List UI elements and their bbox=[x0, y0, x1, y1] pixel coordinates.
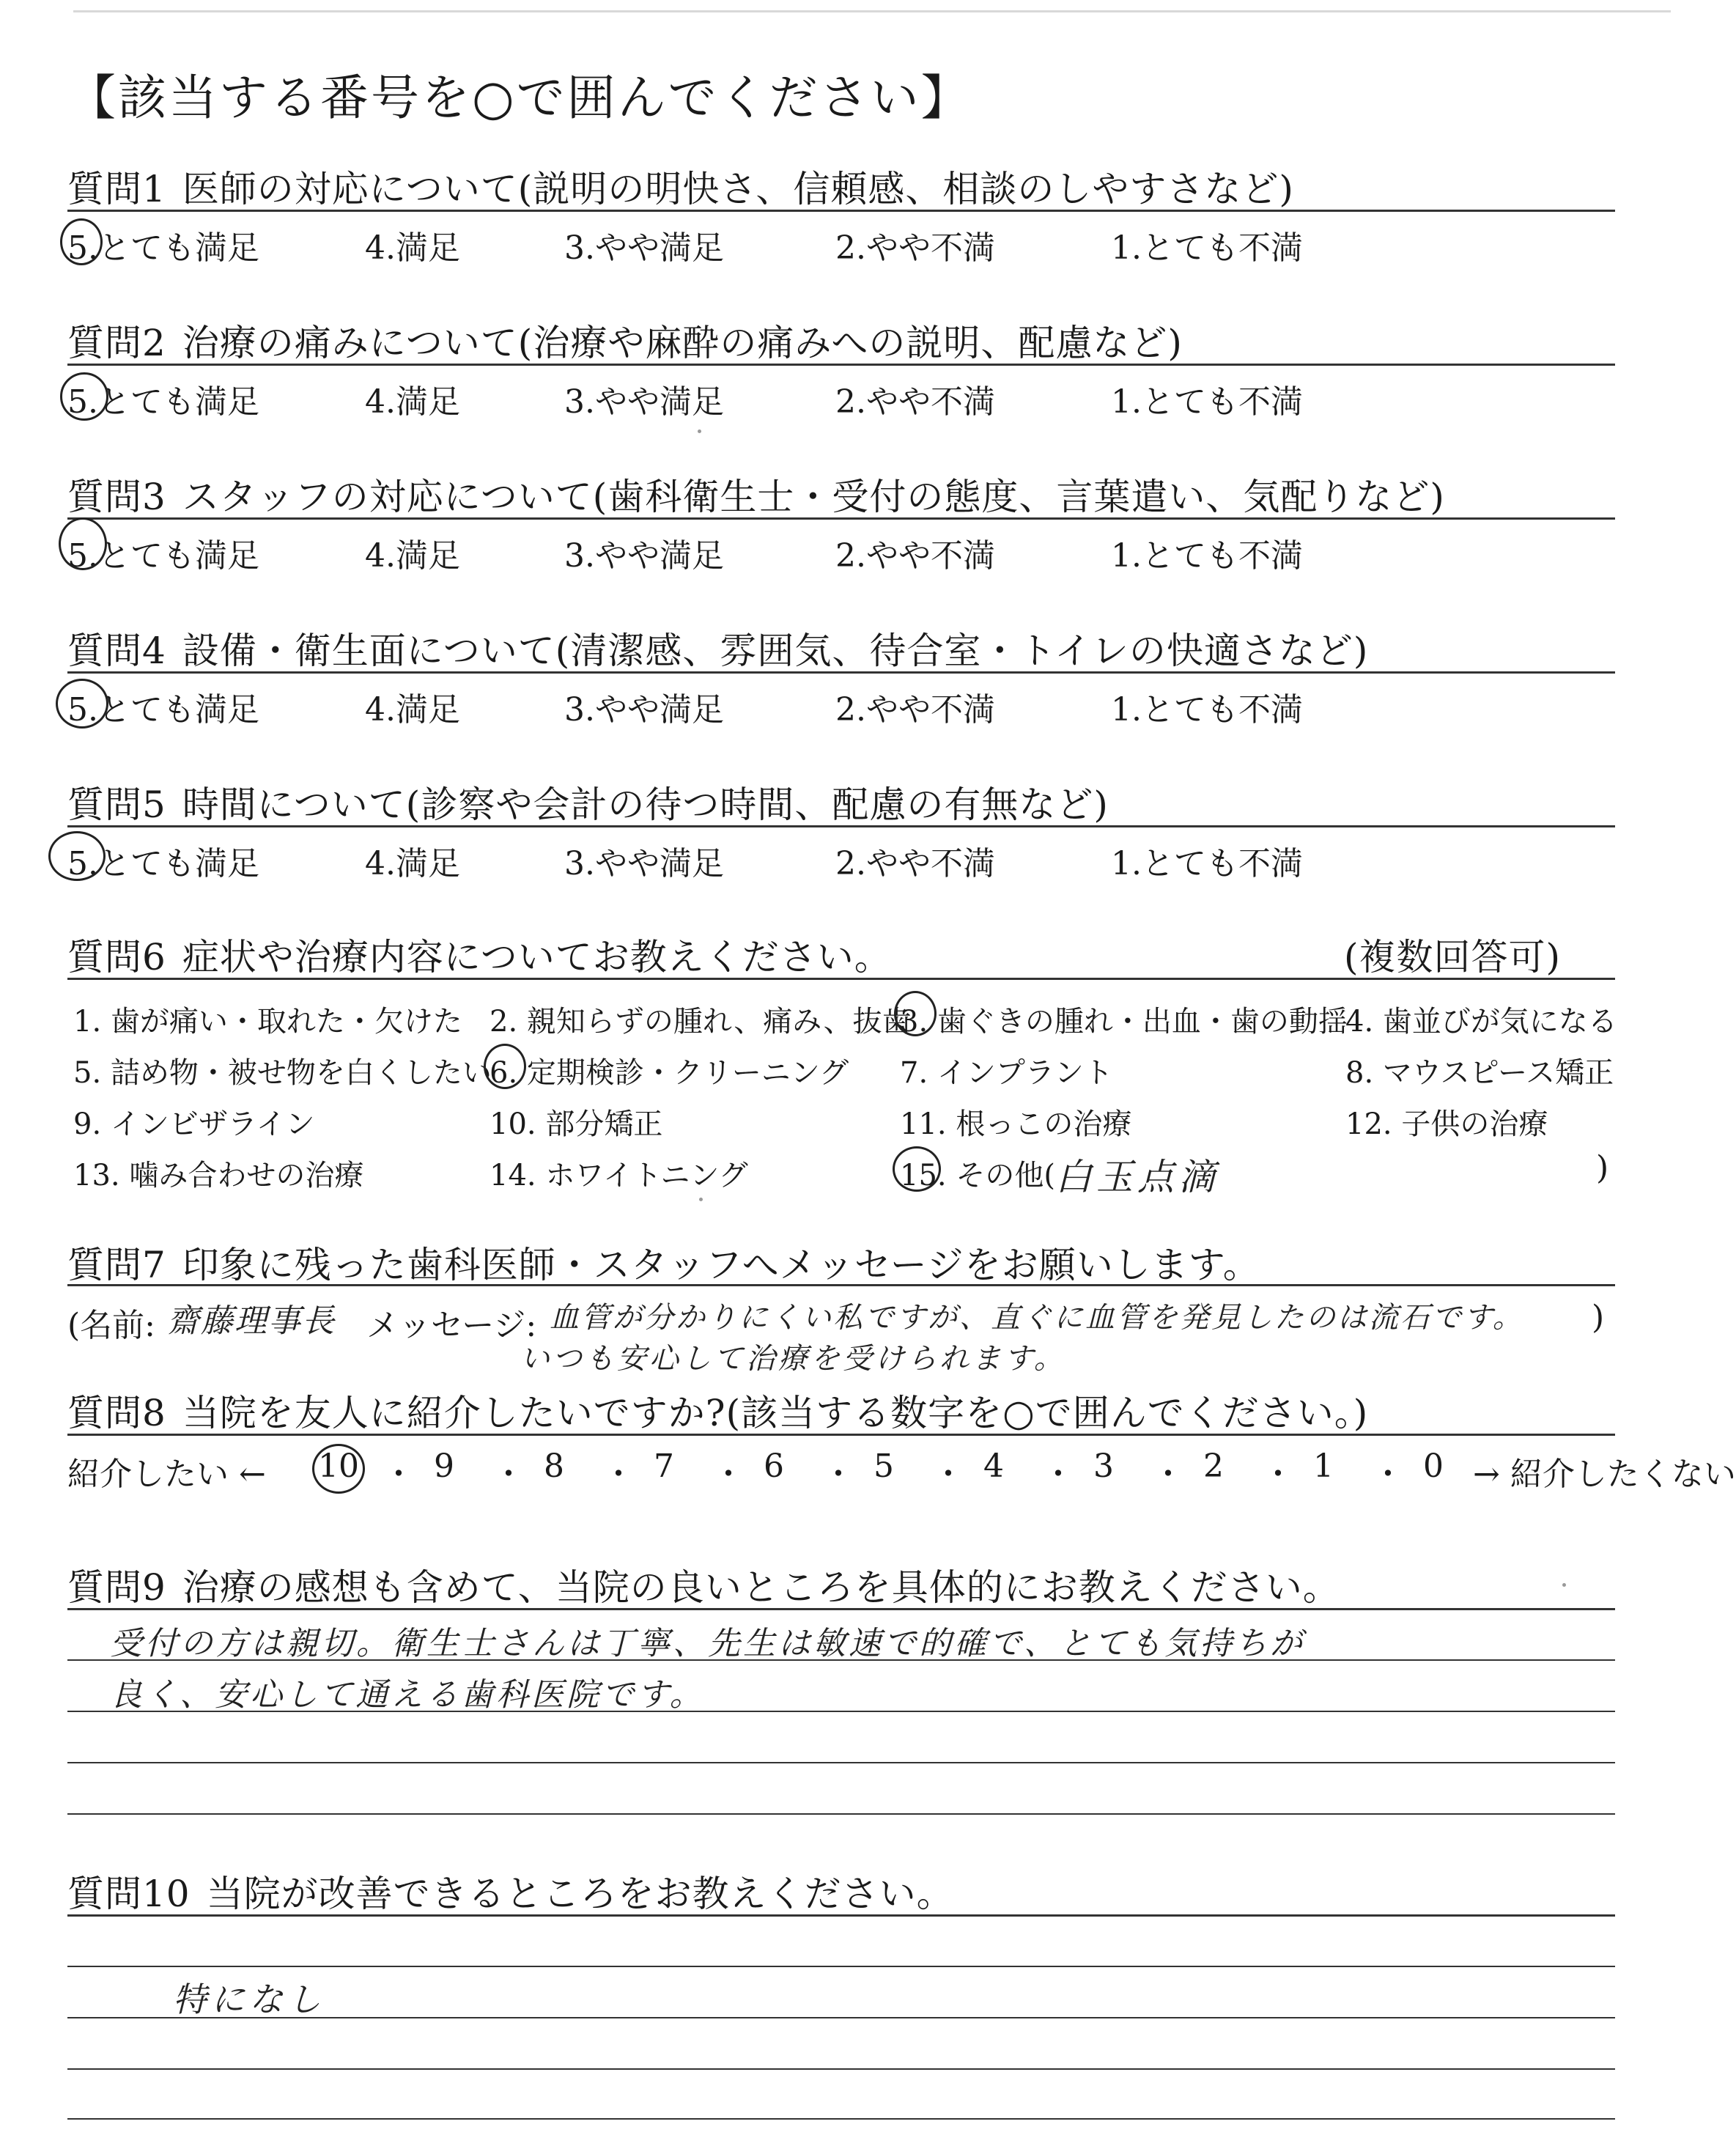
question-text: 時間について(診察や会計の待つ時間、配慮の有無など) bbox=[182, 783, 1109, 826]
question-6 bbox=[67, 928, 1615, 981]
answer-line bbox=[67, 1711, 1615, 1712]
question-number: 質問2 bbox=[67, 322, 166, 364]
symptom-option-14[interactable]: 14. ホワイトニング bbox=[490, 1159, 748, 1192]
other-answer-handwriting: 白玉点滴 bbox=[1055, 1156, 1219, 1198]
name-label: (名前: bbox=[67, 1307, 155, 1344]
scale-value-5[interactable]: 5 bbox=[873, 1448, 894, 1485]
answer-circle bbox=[60, 218, 103, 265]
option-3[interactable]: 3.やや満足 bbox=[564, 537, 724, 575]
option-1[interactable]: 1.とても不満 bbox=[1111, 229, 1303, 267]
divider bbox=[67, 364, 1615, 366]
question-number: 質問10 bbox=[67, 1873, 191, 1915]
scale-value-1[interactable]: 1 bbox=[1313, 1448, 1334, 1485]
name-handwriting: 齋藤理事長 bbox=[167, 1302, 336, 1340]
symptom-option-6[interactable]: 6. 定期検診・クリーニング bbox=[490, 1056, 849, 1090]
question-5 bbox=[67, 775, 1109, 828]
option-5[interactable]: 5.とても満足 bbox=[67, 691, 259, 729]
answer-circle bbox=[60, 372, 108, 421]
answer-circle bbox=[59, 517, 107, 570]
answer-circle bbox=[894, 991, 937, 1036]
form-header: 【該当する番号を○で囲んでください】 bbox=[67, 70, 972, 126]
question-text: 治療の感想も含めて、当院の良いところを具体的にお教えください。 bbox=[182, 1566, 1340, 1609]
option-4[interactable]: 4.満足 bbox=[365, 845, 460, 882]
option-4[interactable]: 4.満足 bbox=[365, 383, 460, 421]
multiple-answers-note: (複数回答可) bbox=[1344, 936, 1562, 978]
scale-value-8[interactable]: 8 bbox=[544, 1448, 564, 1485]
option-1[interactable]: 1.とても不満 bbox=[1111, 537, 1303, 575]
question-number: 質問7 bbox=[67, 1244, 166, 1286]
scale-value-3[interactable]: 3 bbox=[1093, 1448, 1114, 1485]
symptom-option-5[interactable]: 5. 詰め物・被せ物を白くしたい bbox=[73, 1056, 492, 1090]
option-4[interactable]: 4.満足 bbox=[365, 691, 460, 729]
scan-speck bbox=[699, 1198, 703, 1201]
question-text: 設備・衛生面について(清潔感、雰囲気、待合室・トイレの快適さなど) bbox=[182, 630, 1369, 672]
question-text: 印象に残った歯科医師・スタッフへメッセージをお願いします。 bbox=[182, 1244, 1260, 1286]
option-3[interactable]: 3.やや満足 bbox=[564, 845, 724, 882]
scale-dot: ・ bbox=[1042, 1456, 1074, 1493]
scale-dot: ・ bbox=[383, 1456, 415, 1493]
question-4 bbox=[67, 622, 1368, 674]
scale-dot: ・ bbox=[602, 1456, 635, 1493]
scale-dot: ・ bbox=[1262, 1456, 1294, 1493]
scale-right-label: → 紹介したくない bbox=[1473, 1456, 1736, 1493]
option-5[interactable]: 5.とても満足 bbox=[67, 229, 259, 267]
message-handwriting-line2: いつも安心して治療を受けられます。 bbox=[520, 1342, 1066, 1376]
divider bbox=[67, 210, 1615, 212]
scale-value-9[interactable]: 9 bbox=[434, 1448, 454, 1485]
scale-value-0[interactable]: 0 bbox=[1423, 1448, 1444, 1485]
divider bbox=[67, 978, 1615, 980]
question-number: 質問4 bbox=[67, 630, 166, 672]
option-5[interactable]: 5.とても満足 bbox=[67, 537, 259, 575]
symptom-option-4[interactable]: 4. 歯並びが気になる bbox=[1345, 1005, 1617, 1039]
scale-dot: ・ bbox=[1372, 1456, 1404, 1493]
scale-value-2[interactable]: 2 bbox=[1203, 1448, 1224, 1485]
divider bbox=[67, 1914, 1615, 1917]
symptom-option-12[interactable]: 12. 子供の治療 bbox=[1345, 1107, 1548, 1141]
scale-dot: ・ bbox=[822, 1456, 854, 1493]
symptom-option-10[interactable]: 10. 部分矯正 bbox=[490, 1107, 663, 1141]
question-1 bbox=[67, 160, 1294, 213]
option-1[interactable]: 1.とても不満 bbox=[1111, 383, 1303, 421]
option-5[interactable]: 5.とても満足 bbox=[67, 383, 259, 421]
answer-handwriting: 特になし bbox=[173, 1980, 325, 2019]
question-number: 質問8 bbox=[67, 1392, 166, 1434]
symptom-option-7[interactable]: 7. インプラント bbox=[900, 1056, 1113, 1090]
option-2[interactable]: 2.やや不満 bbox=[835, 845, 995, 882]
question-3 bbox=[67, 468, 1445, 520]
message-handwriting-line1: 血管が分かりにくい私ですが、直ぐに血管を発見したのは流石です。 bbox=[550, 1301, 1524, 1335]
question-10 bbox=[67, 1865, 954, 1917]
answer-circle bbox=[48, 831, 106, 881]
option-2[interactable]: 2.やや不満 bbox=[835, 691, 995, 729]
option-2[interactable]: 2.やや不満 bbox=[835, 229, 995, 267]
answer-line bbox=[67, 1966, 1615, 1967]
option-1[interactable]: 1.とても不満 bbox=[1111, 691, 1303, 729]
question-number: 質問6 bbox=[67, 936, 166, 978]
question-2 bbox=[67, 314, 1183, 366]
symptom-option-3[interactable]: 3. 歯ぐきの腫れ・出血・歯の動揺 bbox=[900, 1005, 1348, 1039]
symptom-option-2[interactable]: 2. 親知らずの腫れ、痛み、抜歯 bbox=[490, 1005, 912, 1039]
question-text: 医師の対応について(説明の明快さ、信頼感、相談のしやすさなど) bbox=[182, 168, 1294, 210]
scale-dot: ・ bbox=[492, 1456, 525, 1493]
scale-dot: ・ bbox=[712, 1456, 745, 1493]
symptom-option-13[interactable]: 13. 噛み合わせの治療 bbox=[73, 1159, 364, 1192]
question-text: 当院が改善できるところをお教えください。 bbox=[206, 1873, 954, 1915]
answer-line bbox=[67, 1659, 1615, 1661]
answer-circle bbox=[484, 1044, 526, 1089]
question-9 bbox=[67, 1558, 1340, 1611]
option-3[interactable]: 3.やや満足 bbox=[564, 383, 724, 421]
question-text: 治療の痛みについて(治療や麻酔の痛みへの説明、配慮など) bbox=[182, 322, 1183, 364]
question-text: 当院を友人に紹介したいですか?(該当する数字を○で囲んでください。) bbox=[182, 1392, 1369, 1434]
answer-circle bbox=[312, 1444, 365, 1494]
other-close-paren: ) bbox=[1596, 1149, 1609, 1187]
symptom-option-15[interactable]: 15. その他( bbox=[900, 1159, 1055, 1192]
symptom-option-11[interactable]: 11. 根っこの治療 bbox=[900, 1107, 1132, 1141]
scale-value-4[interactable]: 4 bbox=[983, 1448, 1004, 1485]
scale-value-7[interactable]: 7 bbox=[654, 1448, 674, 1485]
scale-left-label: 紹介したい ← bbox=[67, 1456, 266, 1493]
question-text: スタッフの対応について(歯科衛生士・受付の態度、言葉遣い、気配りなど) bbox=[182, 476, 1445, 518]
question-number: 質問1 bbox=[67, 168, 166, 210]
option-3[interactable]: 3.やや満足 bbox=[564, 229, 724, 267]
option-3[interactable]: 3.やや満足 bbox=[564, 691, 724, 729]
question-8 bbox=[67, 1384, 1368, 1437]
divider bbox=[67, 517, 1615, 520]
question-7 bbox=[67, 1236, 1260, 1288]
option-2[interactable]: 2.やや不満 bbox=[835, 383, 995, 421]
symptom-option-8[interactable]: 8. マウスピース矯正 bbox=[1345, 1056, 1614, 1090]
scan-speck bbox=[1562, 1583, 1566, 1587]
scan-edge bbox=[73, 10, 1671, 12]
question-number: 質問9 bbox=[67, 1566, 166, 1609]
option-5[interactable]: 5.とても満足 bbox=[67, 845, 259, 882]
scan-speck bbox=[698, 429, 701, 433]
divider bbox=[67, 671, 1615, 674]
divider bbox=[67, 1434, 1615, 1436]
answer-handwriting-line1: 受付の方は親切。衛生士さんは丁寧、先生は敏速で的確で、とても気持ちが bbox=[110, 1625, 1306, 1662]
scale-value-6[interactable]: 6 bbox=[764, 1448, 784, 1485]
scale-value-10[interactable]: 10 bbox=[318, 1448, 359, 1485]
symptom-option-9[interactable]: 9. インビザライン bbox=[73, 1107, 315, 1141]
divider bbox=[67, 1284, 1615, 1286]
option-2[interactable]: 2.やや不満 bbox=[835, 537, 995, 575]
option-4[interactable]: 4.満足 bbox=[365, 229, 460, 267]
answer-circle bbox=[56, 679, 108, 729]
option-1[interactable]: 1.とても不満 bbox=[1111, 845, 1303, 882]
answer-circle bbox=[893, 1146, 941, 1192]
message-label: メッセージ: bbox=[366, 1307, 537, 1344]
answer-handwriting-line2: 良く、安心して通える歯科医院です。 bbox=[110, 1676, 705, 1714]
symptom-option-1[interactable]: 1. 歯が痛い・取れた・欠けた bbox=[73, 1005, 462, 1039]
message-close-paren: ) bbox=[1592, 1299, 1605, 1336]
divider bbox=[67, 1608, 1615, 1610]
answer-line bbox=[67, 1762, 1615, 1763]
question-number: 質問5 bbox=[67, 783, 166, 826]
answer-line bbox=[67, 2017, 1615, 2018]
divider bbox=[67, 825, 1615, 827]
answer-line bbox=[67, 2068, 1615, 2070]
answer-line bbox=[67, 1813, 1615, 1815]
question-number: 質問3 bbox=[67, 476, 166, 518]
scale-dot: ・ bbox=[932, 1456, 964, 1493]
answer-line bbox=[67, 2118, 1615, 2120]
option-4[interactable]: 4.満足 bbox=[365, 537, 460, 575]
scale-dot: ・ bbox=[1152, 1456, 1184, 1493]
question-text: 症状や治療内容についてお教えください。 bbox=[182, 936, 892, 978]
